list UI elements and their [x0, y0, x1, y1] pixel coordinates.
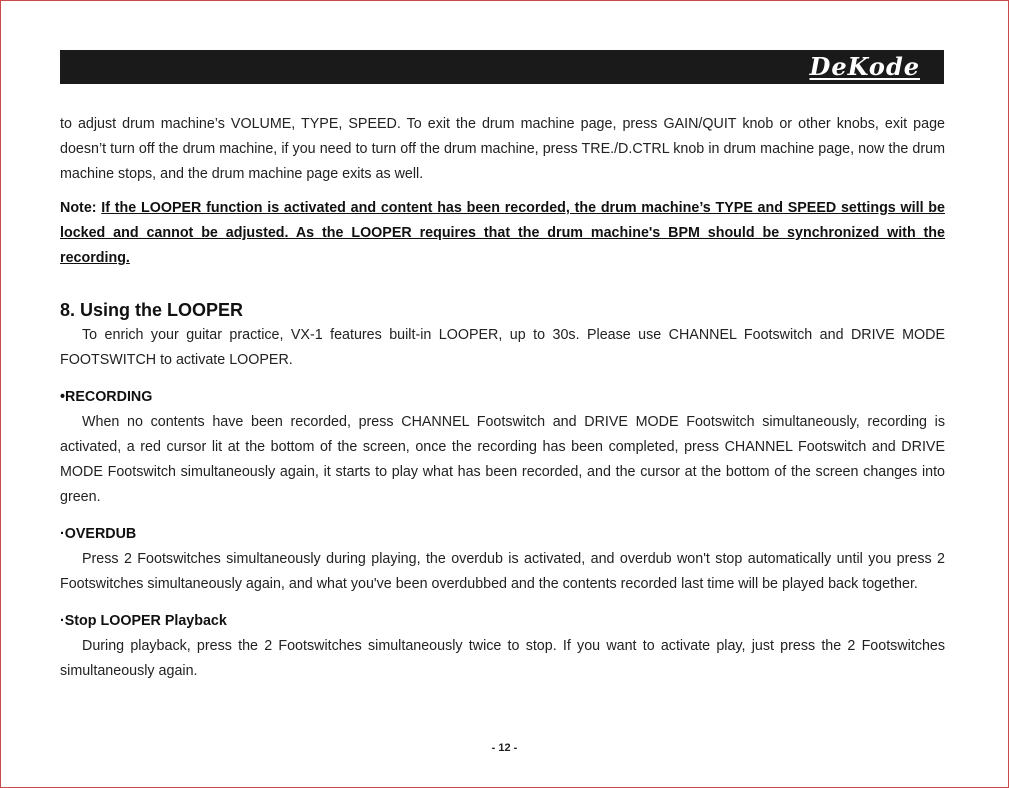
note-text: If the LOOPER function is activated and content has been recorded, the drum machine’s TYPE and SPEED settings will be locked and cannot be adjusted. As the LOOPER requires that the drum machine's BPM should be synchronized with the recording.	[60, 200, 945, 266]
brand-logo: DeKode	[809, 52, 920, 81]
header-bar	[60, 50, 944, 84]
section-title: 8. Using the LOOPER	[60, 300, 244, 320]
intro-paragraph: to adjust drum machine’s VOLUME, TYPE, SPEED. To exit the drum machine page, press GAIN/QUIT knob or other knobs, exit page doesn’t turn off the drum machine, if you need to turn off the drum machine, press TRE./D.CTRL knob in drum machine page, now the drum machine stops, and the drum machine page exits as well.	[60, 116, 945, 182]
section-intro: To enrich your guitar practice, VX-1 features built-in LOOPER, up to 30s. Please use CHANNEL Footswitch and DRIVE MODE FOOTSWITCH to activate LOOPER.	[60, 327, 945, 368]
subsection-text-recording: When no contents have been recorded, press CHANNEL Footswitch and DRIVE MODE Footswitch simultaneously, recording is activated, a red cursor lit at the bottom of the screen, once the recording has been completed, press CHANNEL Footswitch and DRIVE MODE Footswitch simultaneously again, it starts to play what has been recorded, and the cursor at the bottom of the screen changes into green.	[60, 414, 945, 505]
subsection-text-stop: During playback, press the 2 Footswitches simultaneously twice to stop. If you want to activate play, just press the 2 Footswitches simultaneously again.	[60, 638, 945, 679]
page-content	[60, 112, 945, 684]
subsection-heading-stop: ·Stop LOOPER Playback	[60, 613, 227, 629]
subsection-heading-overdub: ·OVERDUB	[60, 526, 137, 542]
note-paragraph	[60, 196, 945, 271]
subsection-text-overdub: Press 2 Footswitches simultaneously during playing, the overdub is activated, and overdub won't stop automatically until you press 2 Footswitches simultaneously again, and what you've been overdubbed and the contents recorded last time will be played back together.	[60, 551, 945, 592]
note-label: Note:	[60, 200, 97, 216]
page-number: - 12 -	[491, 742, 518, 754]
subsection-heading-recording: •RECORDING	[60, 389, 153, 405]
